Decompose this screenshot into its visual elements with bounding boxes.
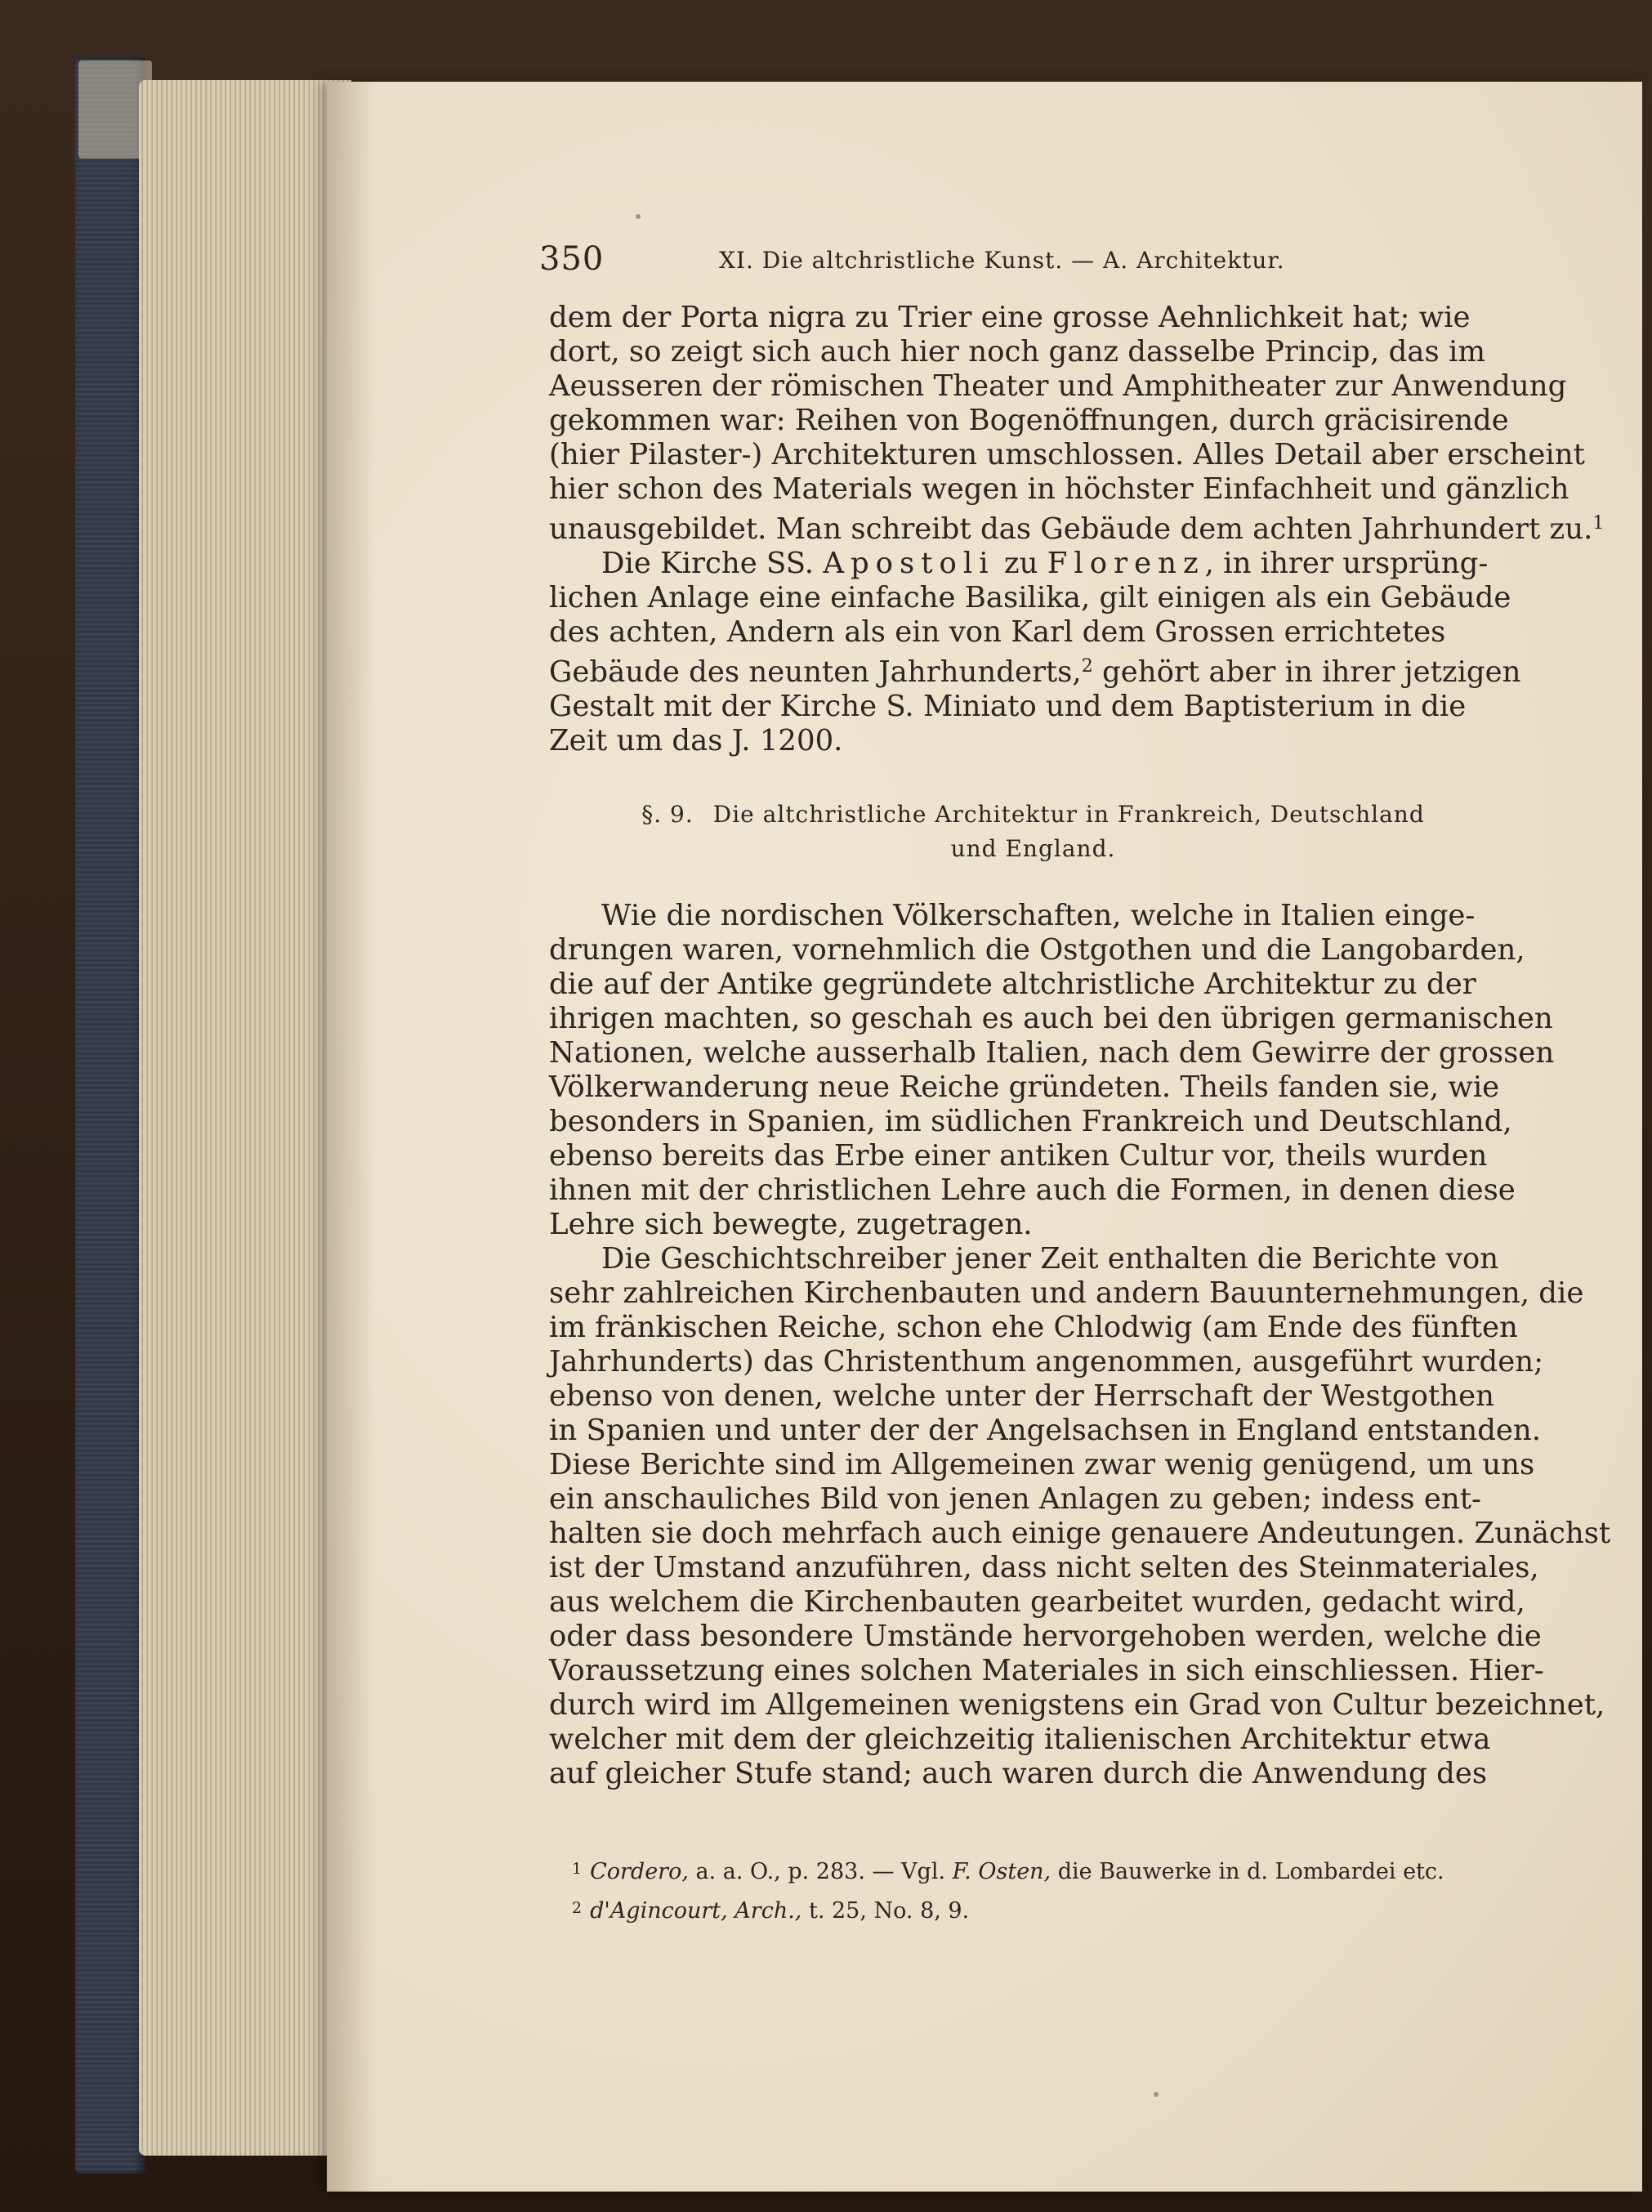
running-head: XI. Die altchristliche Kunst. — A. Architektur. <box>719 247 1285 274</box>
section-title-line <box>549 798 1517 832</box>
text-fragment: unausgebildet. Man schreibt das Gebäude dem achten Jahrhundert zu. <box>549 512 1593 546</box>
footnote-text: a. a. O., p. 283. — Vgl. <box>688 1859 953 1884</box>
text-line <box>549 507 1605 547</box>
spaced-name: Florenz <box>1047 547 1205 580</box>
footnote-reference: 1 <box>1592 513 1605 534</box>
gutter-shadow <box>327 82 376 2192</box>
spaced-name: Apostoli <box>823 547 995 580</box>
text-line <box>549 650 1521 690</box>
section-heading <box>549 798 1517 866</box>
ink-speck <box>1154 2092 1159 2097</box>
text-line: Voraussetzung eines solchen Materiales in sich einschliessen. Hier- <box>549 1654 1544 1687</box>
text-line: besonders in Spanien, im südlichen Frankreich und Deutschland, <box>549 1105 1512 1138</box>
text-line: ihnen mit der christlichen Lehre auch die Formen, in denen diese <box>549 1173 1516 1207</box>
text-fragment: , in ihrer ursprüng- <box>1204 547 1489 580</box>
footnote-text: die Bauwerke in d. Lombardei etc. <box>1051 1859 1444 1884</box>
footnote-text: t. 25, No. 8, 9. <box>801 1898 970 1924</box>
footnote-mark: 1 <box>572 1860 583 1878</box>
text-line: drungen waren, vornehmlich die Ostgothen und die Langobarden, <box>549 933 1525 967</box>
text-line: welcher mit dem der gleichzeitig italienischen Architektur etwa <box>549 1723 1491 1756</box>
text-fragment: Die Kirche SS. <box>601 547 824 580</box>
text-line <box>549 547 1517 581</box>
footnote-reference: 2 <box>1081 656 1093 677</box>
footnote <box>572 1851 1520 1890</box>
footnote-mark: 2 <box>572 1899 583 1917</box>
text-line: Diese Berichte sind im Allgemeinen zwar wenig genügend, um uns <box>549 1448 1535 1481</box>
footnote-author: Cordero, <box>590 1859 689 1884</box>
text-line: durch wird im Allgemeinen wenigstens ein Grad von Cultur bezeichnet, <box>549 1688 1605 1722</box>
text-line: aus welchem die Kirchenbauten gearbeitet wurden, gedacht wird, <box>549 1585 1525 1619</box>
page-number: 350 <box>539 240 605 278</box>
text-line: Die Geschichtschreiber jener Zeit enthalten die Berichte von <box>601 1242 1499 1276</box>
footnotes <box>572 1851 1520 1929</box>
paragraph-4 <box>549 1242 1611 1791</box>
body-text <box>549 301 1611 1791</box>
text-line: oder dass besondere Umstände hervorgehoben werden, welche die <box>549 1620 1542 1653</box>
text-line: Lehre sich bewegte, zugetragen. <box>549 1208 1033 1241</box>
text-line: des achten, Andern als ein von Karl dem Grossen errichtetes <box>549 615 1446 649</box>
text-line: ist der Umstand anzuführen, dass nicht selten des Steinmateriales, <box>549 1551 1539 1584</box>
paragraph-3 <box>549 899 1555 1242</box>
text-line: Aeusseren der römischen Theater und Amphitheater zur Anwendung <box>549 369 1567 403</box>
text-line: ein anschauliches Bild von jenen Anlagen zu geben; indess ent- <box>549 1482 1482 1516</box>
text-line: auf gleicher Stufe stand; auch waren durch die Anwendung des <box>549 1757 1488 1790</box>
text-fragment: Gebäude des neunten Jahrhunderts, <box>549 655 1082 689</box>
text-line: Jahrhunderts) das Christenthum angenommen, ausgeführt wurden; <box>549 1345 1544 1379</box>
page-header <box>539 239 1520 288</box>
text-line: ihrigen machten, so geschah es auch bei den übrigen germanischen <box>549 1002 1553 1035</box>
text-fragment: gehört aber in ihrer jetzigen <box>1092 655 1521 689</box>
text-line: halten sie doch mehrfach auch einige genauere Andeutungen. Zunächst <box>549 1517 1611 1550</box>
text-line: Wie die nordischen Völkerschaften, welche in Italien einge- <box>601 899 1476 932</box>
section-title: Die altchristliche Architektur in Frankreich, Deutschland <box>712 801 1425 828</box>
paragraph-1 <box>549 301 1605 547</box>
page-edges <box>139 80 351 2156</box>
text-line: sehr zahlreichen Kirchenbauten und andern Bauunternehmungen, die <box>549 1276 1584 1310</box>
text-line: die auf der Antike gegründete altchristliche Architektur zu der <box>549 967 1476 1001</box>
text-line: lichen Anlage eine einfache Basilika, gilt einigen als ein Gebäude <box>549 581 1511 614</box>
paragraph-2 <box>549 547 1521 758</box>
text-line: Völkerwanderung neue Reiche gründeten. Theils fanden sie, wie <box>549 1070 1500 1104</box>
text-line: in Spanien und unter der der Angelsachsen in England entstanden. <box>549 1414 1542 1447</box>
section-title-line: und England. <box>950 835 1116 862</box>
text-line: dem der Porta nigra zu Trier eine grosse Aehnlichkeit hat; wie <box>549 301 1471 334</box>
text-line: hier schon des Materials wegen in höchster Einfachheit und gänzlich <box>549 472 1569 506</box>
text-line: gekommen war: Reihen von Bogenöffnungen, durch gräcisirende <box>549 404 1509 437</box>
section-number: §. 9. <box>641 801 694 828</box>
text-line: (hier Pilaster-) Architekturen umschlossen. Alles Detail aber erscheint <box>549 438 1585 471</box>
ink-speck <box>636 214 641 219</box>
text-line: Nationen, welche ausserhalb Italien, nach dem Gewirre der grossen <box>549 1036 1555 1070</box>
text-fragment: zu <box>994 547 1047 580</box>
footnote-author: d'Agincourt, Arch., <box>590 1898 802 1924</box>
footnote-author: F. Osten, <box>952 1859 1051 1884</box>
text-line: dort, so zeigt sich auch hier noch ganz dasselbe Princip, das im <box>549 335 1485 369</box>
text-line: ebenso von denen, welche unter der Herrschaft der Westgothen <box>549 1379 1495 1413</box>
book-cover <box>75 57 145 2174</box>
text-line: ebenso bereits das Erbe einer antiken Cultur vor, theils wurden <box>549 1139 1488 1173</box>
text-line: im fränkischen Reiche, schon ehe Chlodwig (am Ende des fünften <box>549 1311 1518 1344</box>
text-line: Gestalt mit der Kirche S. Miniato und dem Baptisterium in die <box>549 690 1467 723</box>
footnote <box>572 1890 1520 1929</box>
text-line: Zeit um das J. 1200. <box>549 724 843 757</box>
